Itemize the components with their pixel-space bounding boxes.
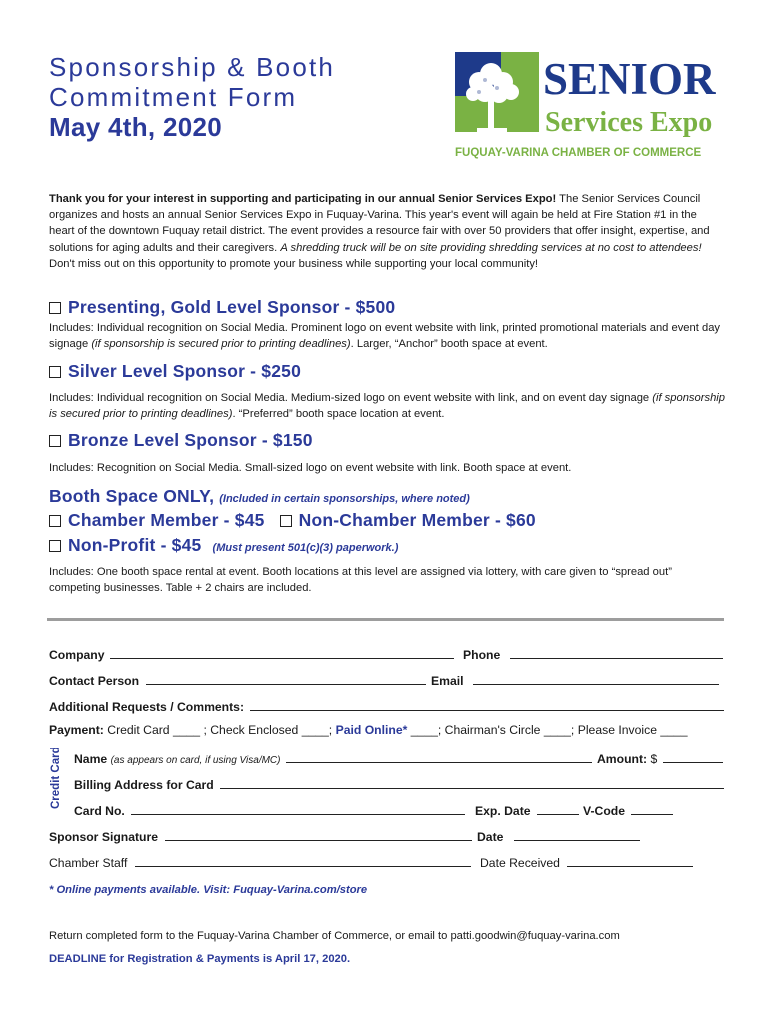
signature-row <box>49 827 472 845</box>
non-chamber-member-option[interactable] <box>280 510 536 530</box>
signature-field[interactable] <box>165 827 472 841</box>
section-divider <box>47 618 724 621</box>
booth-heading-note: (Included in certain sponsorships, where noted) <box>219 493 470 505</box>
non-profit-checkbox[interactable] <box>49 540 61 552</box>
staff-label: Chamber Staff <box>49 856 128 870</box>
return-instructions: Return completed form to the Fuquay-Varina Chamber of Commerce, or email to patti.goodwin@fuquay-varina.com <box>49 930 620 942</box>
tree-logo-icon <box>455 52 730 162</box>
card-name-row <box>74 749 592 767</box>
chamber-member-checkbox[interactable] <box>49 515 61 527</box>
requests-label: Additional Requests / Comments: <box>49 700 245 714</box>
senior-services-expo-logo <box>455 52 730 162</box>
card-name-label: Name <box>74 752 108 766</box>
bronze-label: Bronze Level Sponsor - $150 <box>68 430 313 450</box>
company-row <box>49 645 454 663</box>
email-row <box>431 671 719 689</box>
bronze-description: Includes: Recognition on Social Media. Small-sized logo on event website with link. Booth space at event. <box>49 462 572 474</box>
amount-label: Amount: <box>597 752 648 766</box>
card-name-field[interactable] <box>286 749 592 763</box>
title-line-1: Sponsorship & Booth <box>49 52 336 82</box>
date-received-field[interactable] <box>567 853 693 867</box>
silver-label: Silver Level Sponsor - $250 <box>68 361 302 381</box>
date-row <box>477 827 640 845</box>
title-line-3: May 4th, 2020 <box>49 112 222 142</box>
intro-bold: Thank you for your interest in supporting and participating in our annual Senior Services Expo! <box>49 193 557 205</box>
presenting-checkbox[interactable] <box>49 302 61 314</box>
silver-checkbox[interactable] <box>49 366 61 378</box>
billing-label: Billing Address for Card <box>74 778 214 792</box>
intro-text-2: Don't miss out on this opportunity to promote your business while supporting your local community! <box>49 257 539 270</box>
booth-description: Includes: One booth space rental at event. Booth locations at this level are assigned via lottery, with care given to “spread out” competing businesses. Table + 2 chairs are included. <box>49 566 672 594</box>
amount-row <box>597 749 723 767</box>
payment-options[interactable]: Credit Card ____ ; Check Enclosed ____; <box>107 723 333 737</box>
amount-symbol: $ <box>650 752 658 766</box>
staff-field[interactable] <box>135 853 471 867</box>
non-profit-label: Non-Profit - $45 <box>68 535 202 555</box>
billing-field[interactable] <box>220 775 724 789</box>
bronze-checkbox[interactable] <box>49 435 61 447</box>
exp-field[interactable] <box>537 801 579 815</box>
contact-label: Contact Person <box>49 674 140 688</box>
online-payments-note: * Online payments available. Visit: Fuquay-Varina.com/store <box>49 884 368 896</box>
chamber-member-option[interactable] <box>49 510 265 530</box>
intro-text: The Senior Services Council organizes and hosts an annual Senior Services Expo in Fuquay-Varina. This year's event will again be held at Fire Station #1 in the heart of the downtown Fuquay retail district. The event provides a resource fair with over 50 providers that offer insight, expertise, and solutions for aging adults and their caregivers. <box>49 193 710 254</box>
date-field[interactable] <box>514 827 640 841</box>
silver-desc-italic: (if sponsorship is secured prior to printing deadlines) <box>49 392 726 420</box>
silver-sponsor-option[interactable] <box>49 361 301 382</box>
paid-online-option[interactable]: Paid Online* <box>335 723 408 737</box>
payment-label: Payment: <box>49 723 104 737</box>
card-name-note: (as appears on card, if using Visa/MC) <box>110 755 281 766</box>
logo-word-services-expo: Services Expo <box>545 107 713 138</box>
card-number-label: Card No. <box>74 804 125 818</box>
intro-italic: A shredding truck will be on site providing shredding services at no cost to attendees! <box>280 241 702 254</box>
payment-row <box>49 723 687 741</box>
presenting-desc-text-2: . Larger, “Anchor” booth space at event. <box>350 338 548 350</box>
billing-row <box>74 775 724 793</box>
signature-label: Sponsor Signature <box>49 830 159 844</box>
booth-heading-text: Booth Space ONLY, <box>49 486 215 506</box>
contact-row <box>49 671 426 689</box>
email-label: Email <box>431 674 464 688</box>
non-profit-note: (Must present 501(c)(3) paperwork.) <box>212 542 399 554</box>
card-number-row <box>74 801 465 819</box>
non-chamber-member-checkbox[interactable] <box>280 515 292 527</box>
exp-label: Exp. Date <box>475 804 531 818</box>
booth-heading <box>49 486 470 507</box>
email-field[interactable] <box>473 671 719 685</box>
contact-field[interactable] <box>146 671 426 685</box>
date-received-row <box>480 853 693 871</box>
logo-subtitle: FUQUAY-VARINA CHAMBER OF COMMERCE <box>455 147 702 159</box>
chamber-member-label: Chamber Member - $45 <box>68 510 265 530</box>
non-chamber-member-label: Non-Chamber Member - $60 <box>298 510 536 530</box>
silver-description <box>49 390 729 422</box>
amount-field[interactable] <box>663 749 723 763</box>
vcode-row <box>583 801 673 819</box>
card-number-field[interactable] <box>131 801 465 815</box>
presenting-description <box>49 320 729 352</box>
title-line-2: Commitment Form <box>49 82 298 112</box>
presenting-label: Presenting, Gold Level Sponsor - $500 <box>68 297 396 317</box>
phone-label: Phone <box>463 648 501 662</box>
vcode-label: V-Code <box>583 804 625 818</box>
presenting-sponsor-option[interactable] <box>49 297 395 318</box>
staff-row <box>49 853 471 871</box>
presenting-desc-text: Includes: Individual recognition on Social Media. Prominent logo on event website with link, printed promotional materials and event day signage <box>49 322 721 350</box>
credit-card-side-text: Credit Card <box>50 748 62 809</box>
logo-word-senior: SENIOR <box>543 54 716 104</box>
bronze-sponsor-option[interactable] <box>49 430 313 451</box>
silver-desc-text-2: . “Preferred” booth space location at event. <box>232 408 445 420</box>
company-label: Company <box>49 648 105 662</box>
requests-field[interactable] <box>250 697 724 711</box>
silver-desc-text: Includes: Individual recognition on Social Media. Medium-sized logo on event website with link, and on event day signage <box>49 392 653 404</box>
vcode-field[interactable] <box>631 801 673 815</box>
company-field[interactable] <box>110 645 454 659</box>
booth-member-options <box>49 510 536 531</box>
date-label: Date <box>477 830 504 844</box>
deadline-note: DEADLINE for Registration & Payments is April 17, 2020. <box>49 953 351 965</box>
date-received-label: Date Received <box>480 856 560 870</box>
exp-row <box>475 801 579 819</box>
phone-field[interactable] <box>510 645 723 659</box>
credit-card-side-label <box>44 748 66 810</box>
payment-options-2[interactable]: ____; Chairman's Circle ____; Please Invoice ____ <box>410 723 688 737</box>
phone-row <box>463 645 723 663</box>
page-title <box>49 52 335 142</box>
non-profit-option[interactable] <box>49 535 398 556</box>
requests-row <box>49 697 724 715</box>
presenting-desc-italic: (if sponsorship is secured prior to printing deadlines) <box>91 338 351 350</box>
intro-paragraph <box>49 191 721 272</box>
